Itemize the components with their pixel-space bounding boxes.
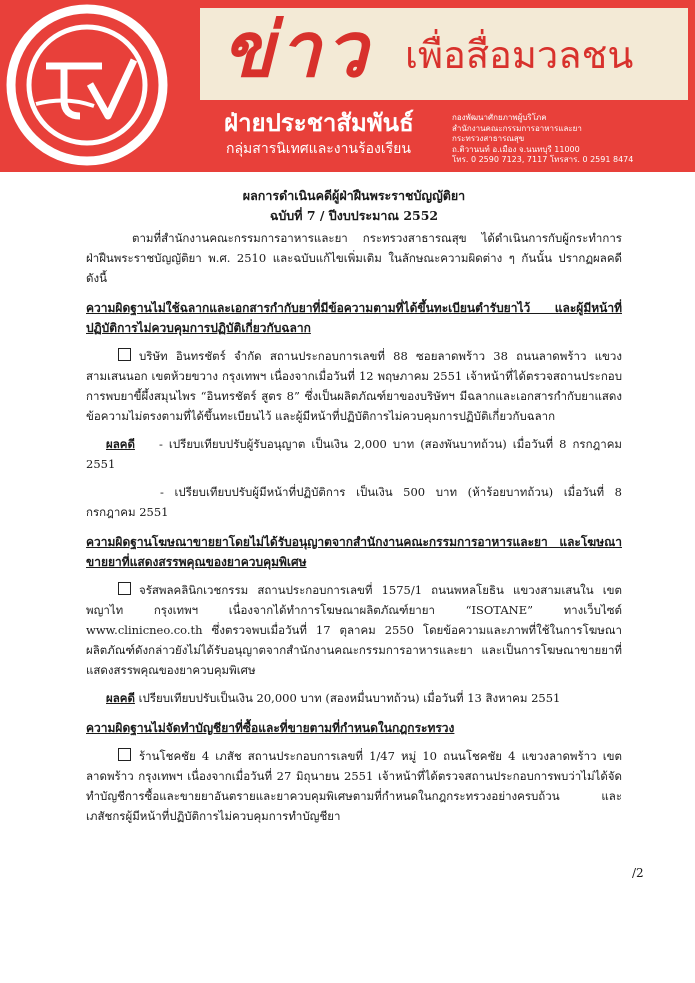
case-text: ร้านโชคชัย 4 เภสัช สถานประกอบการเลขที่ 1/47 หมู่ 10 ถนนโชคชัย 4 แขวงลาดพร้าว เขตลาดพร้าว กรุงเทพฯ เนื่องจากเมื่อวันที่ 27 มิถุนายน 2551 เจ้าหน้าที่ได้ตรวจสถานประกอบการพบว่าไม่ได้จัดทำบัญชีการซื้อและขายยาอันตรายและยาควบคุมพิเศษตามที่กำหนดในกฎกระทรวงอย่างครบถ้วน และเภสัชกรผู้มีหน้าที่ปฏิบัติการไม่ควบคุมการทำบัญชียา: [86, 749, 622, 823]
address-line: โทร. 0 2590 7123, 7117 โทรสาร. 0 2591 8474: [452, 155, 634, 164]
fda-logo-icon: [6, 4, 168, 166]
result-paragraph: [86, 434, 622, 474]
section-heading: ความผิดฐานไม่จัดทำบัญชียาที่ซื้อและที่ขายตามที่กำหนดในกฎกระทรวง: [86, 721, 455, 735]
result-label: ผลคดี: [106, 691, 135, 705]
address-line: สำนักงานคณะกรรมการอาหารและยา: [452, 123, 582, 133]
section-heading: ความผิดฐานโฆษณาขายยาโดยไม่ได้รับอนุญาตจากสำนักงานคณะกรรมการอาหารและยา และโฆษณาขายยาที่แสดงสรรพคุณของยาควบคุมพิเศษ: [86, 535, 622, 569]
result-text: เปรียบเทียบปรับเป็นเงิน 20,000 บาท (สองหมื่นบาทถ้วน) เมื่อวันที่ 13 สิงหาคม 2551: [138, 691, 561, 705]
address-line: กองพัฒนาศักยภาพผู้บริโภค: [452, 113, 547, 122]
address-line: กระทรวงสาธารณสุข: [452, 134, 525, 143]
news-heading: ข่าว: [222, 5, 372, 94]
result-paragraph: - เปรียบเทียบปรับผู้มีหน้าที่ปฏิบัติการ เป็นเงิน 500 บาท (ห้าร้อยบาทถ้วน) เมื่อวันที่ 8 กรกฎาคม 2551: [86, 485, 622, 519]
case-text: บริษัท อินทรชัตร์ จำกัด สถานประกอบการเลขที่ 88 ซอยลาดพร้าว 38 ถนนลาดพร้าว แขวงสามเสนนอก เขตห้วยขวาง กรุงเทพฯ เนื่องจากเมื่อวันที่ 12 พฤษภาคม 2551 เจ้าหน้าที่ได้ตรวจสถานประกอบการพบยาขี้ผึ้งสมุนไพร “อินทรชัตร์ สูตร 8” ซึ่งเป็นผลิตภัณฑ์ยาของบริษัทฯ มีฉลากและเอกสารกำกับยาแสดงข้อความไม่ตรงตามที่ได้ขึ้นทะเบียนไว้ และผู้มีหน้าที่ปฏิบัติการไม่ควบคุมการปฏิบัติเกี่ยวกับฉลาก: [86, 349, 622, 423]
case-paragraph: [86, 346, 622, 426]
intro-paragraph: ตามที่สำนักงานคณะกรรมการอาหารและยา กระทรวงสาธารณสุข ได้ดำเนินการกับผู้กระทำการฝ่าฝืนพระราชบัญญัติยา พ.ศ. 2510 และฉบับแก้ไขเพิ่มเติม ในลักษณะความผิดต่าง ๆ กันนั้น ปรากฏผลคดีดังนี้: [86, 231, 622, 285]
department-name: ฝ่ายประชาสัมพันธ์: [224, 109, 414, 137]
case-paragraph: [86, 580, 622, 680]
department-subname: กลุ่มสารนิเทศและงานร้องเรียน: [226, 141, 411, 157]
result-paragraph: [86, 688, 622, 708]
result-label: ผลคดี: [106, 437, 135, 451]
press-banner: [0, 0, 695, 172]
news-subheading: เพื่อสื่อมวลชน: [405, 33, 634, 77]
section-heading: ความผิดฐานไม่ใช้ฉลากและเอกสารกำกับยาที่มีข้อความตามที่ได้ขึ้นทะเบียนตำรับยาไว้ และผู้มีหน้าที่ปฏิบัติการไม่ควบคุมการปฏิบัติเกี่ยวกับฉลาก: [86, 301, 622, 335]
result-text: - เปรียบเทียบปรับผู้รับอนุญาต เป็นเงิน 2,000 บาท (สองพันบาทถ้วน) เมื่อวันที่ 8 กรกฎาคม 2551: [86, 437, 623, 471]
address-line: ถ.ติวานนท์ อ.เมือง จ.นนทบุรี 11000: [452, 144, 580, 154]
document-title: ผลการดำเนินคดีผู้ฝ่าฝืนพระราชบัญญัติยา: [242, 188, 466, 203]
checkbox-icon: [118, 582, 131, 595]
case-paragraph: [86, 746, 622, 826]
checkbox-icon: [118, 348, 131, 361]
document-subtitle: ฉบับที่ 7 / ปีงบประมาณ 2552: [269, 208, 439, 223]
checkbox-icon: [118, 748, 131, 761]
contact-address: [452, 113, 633, 166]
document-body: [86, 186, 622, 826]
page-number: /2: [632, 866, 644, 880]
case-text: จรัสพลคลินิกเวชกรรม สถานประกอบการเลขที่ 1575/1 ถนนพหลโยธิน แขวงสามเสนใน เขตพญาไท กรุงเทพฯ เนื่องจากได้ทำการโฆษณาผลิตภัณฑ์ยายา “ISOTANE” ทางเว็บไซต์ www.clinicneo.co.th ซึ่งตรวจพบเมื่อวันที่ 17 ตุลาคม 2550 โดยข้อความและภาพที่ใช้ในการโฆษณาผลิตภัณฑ์ดังกล่าวยังไม่ได้รับอนุญาตจากสำนักงานคณะกรรมการอาหารและยา และเป็นการโฆษณาขายยาที่แสดงสรรพคุณของยาควบคุมพิเศษ: [86, 583, 622, 677]
